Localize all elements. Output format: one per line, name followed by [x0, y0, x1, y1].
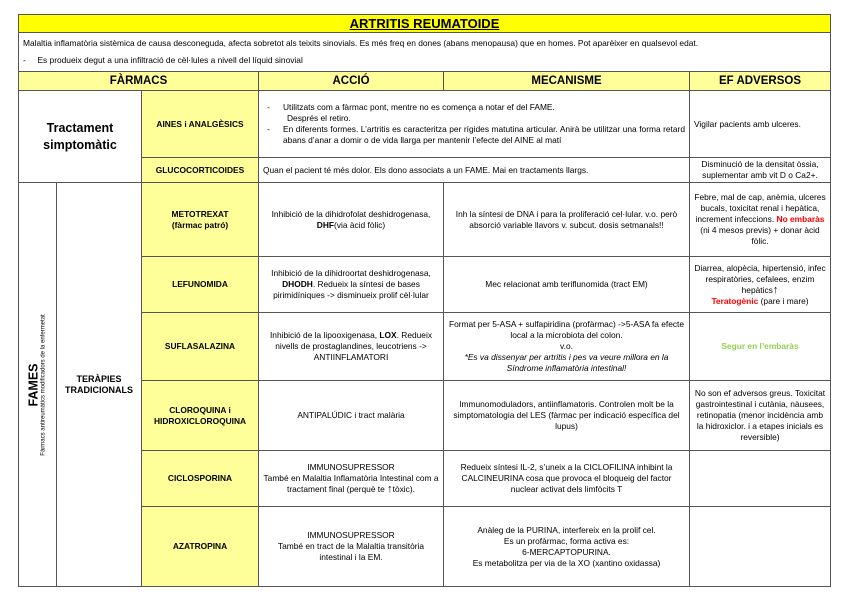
page-title: ARTRITIS REUMATOIDE: [19, 15, 831, 33]
aines-accio-3: - En diferents formes. L’artritis es caracteritza per rígides matutina articular. Anirà be utilitzar una forma retard abans d’anar a domir o de vida llarga per mantenir l’efecte del AINE al matí: [283, 124, 685, 146]
metotrexat-subname: (fàrmac patró): [171, 219, 229, 230]
cloroquina-accio: ANTIPALÚDIC i tract malària: [259, 381, 444, 451]
aines-accio: [259, 91, 690, 158]
drug-suflasalazina: SUFLASALAZINA: [142, 313, 259, 381]
cloroquina-ef-adversos: No son ef adversos greus. Toxicitat gastrointestinal i cutània, nàusees, retinopatia (menor incidència amb la hidroxiclor. i a etapes inicials es reversible): [690, 381, 831, 451]
aines-ef-adversos: Vigilar pacients amb ulceres.: [690, 91, 831, 158]
intro-block: [19, 33, 831, 72]
lefunomida-mecanisme: Mec relacionat amb teriflunomida (tract EM): [444, 257, 690, 313]
azatropina-ef-adversos: [690, 507, 831, 587]
azatropina-mecanisme: Anàleg de la PURINA, interfereix en la prolif cel. Es un profàrmac, forma activa es: 6-MERCAPTOPURINA. Es metabolitza per via de la XO (xantino oxidassa): [444, 507, 690, 587]
fames-title: FAMES: [26, 362, 40, 407]
metotrexat-accio: Inhibició de la dihidrofolat deshidrogenasa, DHF(via àcid fòlic): [259, 183, 444, 257]
drug-cloroquina: CLOROQUINA i HIDROXICLOROQUINA: [142, 381, 259, 451]
suflasalazina-accio: Inhibició de la lipooxigenasa, LOX. Redueix nivells de prostaglandines, leucotriens -> ANTIINFLAMATORI: [259, 313, 444, 381]
traditional-group-label: TERÀPIES TRADICIONALS: [57, 183, 142, 587]
glucocorticoides-ef-adversos: Disminució de la densitat òssia, suplementar amb vit D o Ca2+.: [690, 158, 831, 183]
cloroquina-mecanisme: Immunomoduladors, antiinflamatoris. Controlen molt be la simptomatologia del LES (fàrmac per indicació específica del lupus): [444, 381, 690, 451]
drug-table: [18, 14, 831, 587]
metotrexat-name: METOTREXAT: [171, 208, 229, 219]
symptomatic-group-label: Tractament simptomàtic: [19, 91, 142, 183]
header-accio: ACCIÓ: [259, 72, 444, 91]
ciclosporina-mecanisme: Redueix síntesi IL-2, s’uneix a la CICLOFILINA inhibint la CALCINEURINA cosa que provoca el bloqueig del factor nuclear activat dels limfòcits T: [444, 451, 690, 507]
lefunomida-accio: Inhibició de la dihidroortat deshidrogenasa, DHODH. Redueix la síntesi de bases pirimidíniques -> disminueix prolif cèl·lular: [259, 257, 444, 313]
azatropina-accio: IMMUNOSUPRESSOR També en tract de la Malaltia transitòria intestinal i la EM.: [259, 507, 444, 587]
drug-glucocorticoides: GLUCOCORTICOIDES: [142, 158, 259, 183]
intro-line-1: Malaltia inflamatòria sistèmica de causa desconeguda, afecta sobretot als teixits sinovials. Es més freq en dones (abans menopausa) que en homes. Pot aparèixer en qualsevol edat.: [23, 38, 699, 48]
ciclosporina-ef-adversos: [690, 451, 831, 507]
drug-lefunomida: LEFUNOMIDA: [142, 257, 259, 313]
fames-label: [19, 183, 57, 587]
suflasalazina-mecanisme: Format per 5-ASA + sulfapiridina (profàrmac) ->5-ASA fa efecte local a la microbiota del colon. v.o. *Es va dissenyar per artritis i pes va veure millora en la Síndrome inflamatòria intestinal!: [444, 313, 690, 381]
aines-accio-2: Després el retiro.: [287, 113, 351, 123]
suflasalazina-ef-adversos: Segur en l’embaràs: [690, 313, 831, 381]
metotrexat-mecanisme: Inh la síntesi de DNA i para la proliferació cel·lular. v.o. però absorció variable llavors v. subcut. dosis setmanals!!: [444, 183, 690, 257]
header-ef-adversos: EF ADVERSOS: [690, 72, 831, 91]
drug-metotrexat: [142, 183, 259, 257]
fames-subtitle: Fàrmacs antireumàtics modificadors de la enfermetat: [40, 313, 46, 456]
lefunomida-ef-adversos: Diarrea, alopècia, hipertensió, infec respiratòries, cefalees, enzim hepàtics↑ Teratogènic (pare i mare): [690, 257, 831, 313]
document-sheet: [18, 14, 830, 587]
intro-line-2: - Es produeix degut a una infiltració de cèl·lules a nivell del líquid sinovial: [23, 54, 303, 65]
drug-azatropina: AZATROPINA: [142, 507, 259, 587]
header-farmacs: FÀRMACS: [19, 72, 259, 91]
glucocorticoides-accio: Quan el pacient té més dolor. Els dono associats a un FAME. Mai en tractaments llargs.: [259, 158, 690, 183]
aines-accio-1: - Utilitzats com a fàrmac pont, mentre no es comença a notar ef del FAME.: [283, 102, 685, 113]
ciclosporina-accio: IMMUNOSUPRESSOR També en Malaltia Inflamatòria Intestinal com a tractament final (perquè te ↑tòxic).: [259, 451, 444, 507]
drug-aines: AINES i ANALGÈSICS: [142, 91, 259, 158]
drug-ciclosporina: CICLOSPORINA: [142, 451, 259, 507]
metotrexat-ef-adversos: Febre, mal de cap, anèmia, ulceres bucals, toxicitat renal i hepàtica, increment infeccions. No embaràs (ni 4 mesos previs) + donar àcid fòlic.: [690, 183, 831, 257]
header-mecanisme: MECANISME: [444, 72, 690, 91]
